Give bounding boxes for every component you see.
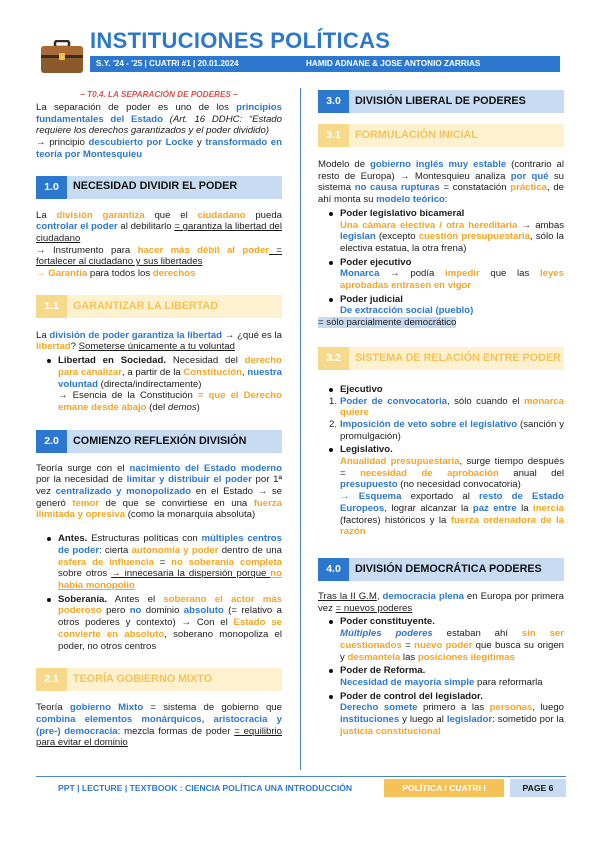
list-item (340, 384, 564, 396)
text: Antes. (58, 533, 88, 545)
section-title: SISTEMA DE RELACIÓN ENTRE PODER (349, 347, 564, 370)
text: → Instrumento para (36, 244, 138, 256)
text: no había monopolio (58, 568, 282, 591)
text: por la necesidad de (36, 474, 127, 486)
page-footer (36, 776, 566, 798)
text: Legislativo. (340, 444, 393, 456)
libertad-list (58, 355, 282, 414)
text: de que se convirtiese en una (99, 497, 254, 509)
text: Poder de Reforma. (340, 665, 426, 677)
text: = que el Derecho emane desde abajo (58, 390, 283, 413)
text: transformado en teoría por Montesquieu (36, 137, 282, 160)
section-3-0-header (318, 90, 564, 113)
text: que busca su origen y (340, 639, 565, 663)
text: → ¿qué es la (221, 329, 282, 341)
topic-heading: – T0.4. LA SEPARACIÓN DE PODERES – (80, 90, 238, 99)
text: monarca quiere (340, 395, 564, 419)
text: Poder de convocatoria (340, 395, 447, 407)
text: 2. (329, 418, 338, 430)
text: → principio (36, 137, 89, 149)
text: posiciones ilegítimas (417, 651, 515, 663)
text: Someterse únicamente a tu voluntad (78, 341, 235, 353)
text: Derecho somete (340, 702, 418, 714)
section-number: 2.1 (36, 668, 67, 691)
text: nuestra voluntad (58, 366, 282, 390)
intro-paragraph (36, 102, 282, 161)
text: Teoría surge con el (36, 462, 130, 474)
text: legislan (340, 231, 376, 243)
section-number: 3.2 (318, 347, 349, 370)
text: → Esquema (340, 491, 402, 503)
text: La (36, 209, 57, 221)
text: Necesidad del (166, 355, 245, 367)
text: (sanción y promulgación) (340, 418, 565, 442)
text: estaban ahí (432, 628, 522, 640)
course-meta: S.Y. '24 - '25 | CUATRI #1 | 20.01.2024 (96, 59, 239, 68)
section-number: 1.0 (36, 176, 67, 199)
text: Necesidad de mayoría simple (340, 676, 475, 688)
page-title: INSTITUCIONES POLÍTICAS (90, 28, 391, 53)
section-2-1-header (36, 668, 282, 691)
text: , lograr alcanzar la (384, 502, 473, 514)
list-item (329, 395, 564, 419)
text: Anualidad presupuestaria (340, 456, 460, 468)
text: = constatación (439, 182, 511, 194)
text: = nuevos poderes (335, 602, 413, 614)
course-badge: POLÍTICA / CUATRI I (384, 779, 504, 797)
text: (del (146, 401, 168, 413)
text: gobierno Mixto (69, 702, 144, 714)
antes-soberania-list (58, 533, 282, 652)
column-divider (300, 88, 301, 770)
text: en Europa por primera vez (318, 590, 564, 614)
text: → Garantía (36, 268, 88, 280)
text: modelo teórico (376, 194, 445, 206)
text: libertad (36, 341, 71, 353)
text: 1. (329, 395, 338, 407)
text: limitar y distribuir el poder (126, 474, 252, 486)
list-item (340, 616, 564, 663)
text: para reformarla (474, 676, 543, 688)
text: desmantela (347, 651, 401, 663)
section-number: 3.0 (318, 90, 349, 113)
section-2-1-body (36, 702, 282, 749)
text: La separación de poder es uno de los (36, 102, 237, 113)
text: fuerza ilimitada y opresiva (36, 497, 282, 521)
list-item (340, 444, 564, 538)
text: Poder ejecutivo (340, 256, 412, 268)
text: pueda (245, 209, 282, 221)
page-header (0, 0, 600, 80)
section-4-0-body (318, 591, 564, 614)
section-1-1-body (36, 330, 282, 353)
text: autonomía y poder (131, 544, 219, 556)
text: (contrario al resto de Europa) → Montesquieu analiza (318, 159, 565, 182)
text: que el (144, 209, 198, 221)
text: gobierno inglés muy estable (369, 159, 507, 170)
section-title: DIVISIÓN DEMOCRÁTICA PODERES (349, 558, 564, 581)
section-1-1-header (36, 295, 282, 318)
text: división garantiza (56, 209, 145, 221)
text: no causa rupturas (354, 182, 440, 194)
text: (= relativo a otros poderes y contexto) → Con el (58, 605, 282, 629)
text: su sistema (318, 170, 564, 194)
text: en el Estado → se generó (36, 486, 282, 509)
text: (Art. 16 DDHC: “Estado requiere los derechos garantizados y el poder dividido) (36, 113, 282, 137)
text: Libertad en Sociedad. (58, 355, 167, 367)
text: = sólo parcialmente democrático (318, 317, 457, 329)
text: De extracción social (pueblo) (340, 305, 474, 317)
text: y luego al (399, 714, 447, 726)
text: Monarca (340, 268, 380, 280)
text: → podía (379, 268, 446, 280)
text: = sistema de gobierno que (143, 702, 282, 714)
text: Antes el (107, 593, 164, 605)
text: absoluto (183, 605, 224, 617)
text: , (242, 366, 248, 378)
text: por qué (510, 170, 549, 182)
text: instituciones (340, 714, 400, 726)
list-item (340, 665, 564, 688)
text: La (36, 329, 50, 341)
text: y (193, 137, 206, 149)
text: combina elementos monárquicos, aristocracia y (pre-) democracia (36, 713, 282, 737)
text: anual del (498, 467, 564, 479)
section-3-2-header (318, 347, 564, 370)
section-3-1-body (318, 159, 564, 206)
list-item (340, 208, 564, 255)
section-2-0-body (36, 463, 282, 522)
source-reference: PPT | LECTURE | TEXTBOOK : CIENCIA POLÍTICA UNA INTRODUCCIÓN (58, 783, 353, 793)
text: : mezcla formas de poder (117, 725, 235, 737)
text: Estructuras políticas con (87, 533, 202, 545)
left-column (36, 90, 282, 749)
text: principios fundamentales del Estado (36, 102, 282, 125)
right-column (318, 90, 564, 737)
list-item (340, 257, 564, 292)
text: , soberano monopoliza el poder, no otros centros (58, 628, 283, 652)
text: nuevo poder (414, 639, 473, 651)
text: división de poder garantiza la libertad (49, 329, 222, 341)
text: Múltiples poderes (340, 628, 433, 640)
text: Constitución (183, 366, 242, 378)
section-title: DIVISIÓN LIBERAL DE PODERES (349, 90, 564, 113)
text: = (153, 556, 172, 568)
text: múltiples centros de poder (58, 533, 282, 556)
text: : (444, 194, 448, 206)
text: → ambas (517, 219, 564, 231)
executive-list (340, 384, 564, 396)
text: derechos (152, 268, 196, 280)
text: personas (489, 702, 533, 714)
text: , sólo cuando el (447, 395, 524, 407)
text: resto de Estado Europeos (340, 491, 565, 514)
list-item (340, 691, 564, 738)
text: para todos los (87, 268, 153, 280)
text: esfera de influencia (58, 556, 154, 568)
text: Imposición de veto sobre el legislativo (340, 418, 518, 430)
text: descubierto por Locke (88, 137, 194, 149)
text: Poder judicial (340, 293, 403, 305)
text: Soberanía. (58, 593, 108, 605)
text: = fortalecer al ciudadano y sus libertades (36, 244, 282, 268)
text: que las (479, 268, 540, 280)
text: por 1ª vez (36, 474, 283, 498)
text: : cierta (99, 544, 132, 556)
text: Estado se convierte en absoluto (58, 617, 283, 640)
text: democracia plena (382, 590, 464, 602)
text: práctica (510, 182, 548, 194)
text: derecho para canalizar (58, 355, 282, 378)
text: → Esencia de la Constitución (58, 390, 198, 402)
list-item (58, 355, 282, 414)
briefcase-icon (40, 40, 84, 74)
section-title: FORMULACIÓN INICIAL (349, 124, 564, 147)
text: (directa/indirectamente) (97, 378, 202, 390)
text: presupuesto (340, 479, 398, 491)
text: Modelo de (318, 159, 370, 170)
text: = (401, 639, 415, 651)
section-3-1-header (318, 124, 564, 147)
text: ) (196, 401, 200, 413)
text: Poder legislativo bicameral (340, 207, 465, 219)
section-number: 1.1 (36, 295, 67, 318)
text: legislador (446, 714, 493, 726)
text: las (400, 651, 418, 663)
text: Una cámara electiva / otra hereditaria (340, 219, 518, 231)
text: ciudadano (197, 209, 246, 221)
text: inercia (533, 502, 564, 514)
text: , a partir de la (122, 366, 184, 378)
text: → innecesaria la dispersión porque (111, 568, 271, 580)
highlight-note (318, 317, 564, 329)
section-title: NECESIDAD DIVIDIR EL PODER (67, 176, 282, 199)
section-number: 3.1 (318, 124, 349, 147)
text: (como la monarquía absoluta) (125, 509, 256, 521)
text: = garantiza la libertad del ciudadano (36, 221, 283, 244)
powers-list (340, 208, 564, 317)
text: ? (70, 341, 79, 353)
text: : sometido por la (492, 714, 564, 726)
text: leyes aprobadas entrasen en vigor (340, 268, 564, 292)
text: Ejecutivo (340, 383, 383, 395)
title-bar (90, 56, 560, 72)
text: Poder de control del legislador. (340, 690, 483, 702)
democratic-powers-list (340, 616, 564, 737)
section-1-0-header (36, 176, 282, 199)
list-item (340, 294, 564, 317)
text: fuerza ordenadora de la razón (340, 514, 564, 538)
text: primero a las (417, 702, 490, 714)
text: (factores) históricos y la (340, 514, 451, 526)
text: Teoría (36, 702, 70, 714)
section-title: GARANTIZAR LA LIBERTAD (67, 295, 282, 318)
text: dentro de una (218, 544, 282, 556)
text: temor (72, 497, 100, 509)
section-number: 2.0 (36, 430, 67, 453)
text: dominio (141, 605, 184, 617)
list-item (58, 533, 282, 592)
section-2-0-header (36, 430, 282, 453)
section-title: COMIENZO REFLEXIÓN DIVISIÓN (67, 430, 282, 453)
page-number: PAGE 6 (510, 779, 566, 797)
text: hacer más débil al poder (137, 244, 269, 256)
section-title: TEORÍA GOBIERNO MIXTO (67, 668, 282, 691)
text: exportado al (401, 491, 480, 503)
text: impedir (445, 268, 480, 280)
text: al debilitarlo (117, 221, 175, 233)
text: , luego (532, 702, 564, 714)
text: , sólo la electiva estatua, la otra frena) (340, 231, 564, 254)
text: (no necesidad convocatoria) (397, 479, 521, 491)
text: necesidad de aprobación (360, 467, 499, 479)
text: = equilibrio para evitar el dominio (36, 725, 282, 749)
text: controlar el poder (36, 221, 118, 233)
text: demos (167, 401, 197, 413)
text: no (129, 605, 142, 617)
text: la (516, 502, 534, 514)
text: nacimiento del Estado moderno (129, 462, 283, 474)
text: centralizado y monopolizado (55, 486, 192, 498)
section-number: 4.0 (318, 558, 349, 581)
text: soberano el actor más poderoso (58, 593, 282, 617)
text: , (376, 590, 383, 602)
legislative-list (340, 444, 564, 538)
text: paz entre (472, 502, 517, 514)
text: Tras la II G.M (318, 590, 377, 602)
section-1-0-body (36, 210, 282, 280)
text: justicia constitucional (340, 725, 441, 737)
section-4-0-header (318, 558, 564, 581)
text: , de ahí monta su (318, 182, 564, 206)
text: (excepto (375, 231, 419, 243)
list-item (58, 594, 282, 653)
text: Poder constituyente. (340, 616, 435, 628)
text: sobre otros (58, 568, 112, 580)
text: sin ser cuestionados (340, 628, 564, 651)
executive-numbered-list (329, 395, 565, 443)
text: cuestión presupuestaria (418, 231, 531, 243)
list-item (329, 418, 565, 442)
authors: HAMID ADNANE & JOSE ANTONIO ZARRIAS (306, 59, 481, 68)
text: pero (101, 605, 130, 617)
text: no soberanía completa (171, 556, 282, 568)
text: , surge tiempo después = (340, 456, 564, 479)
